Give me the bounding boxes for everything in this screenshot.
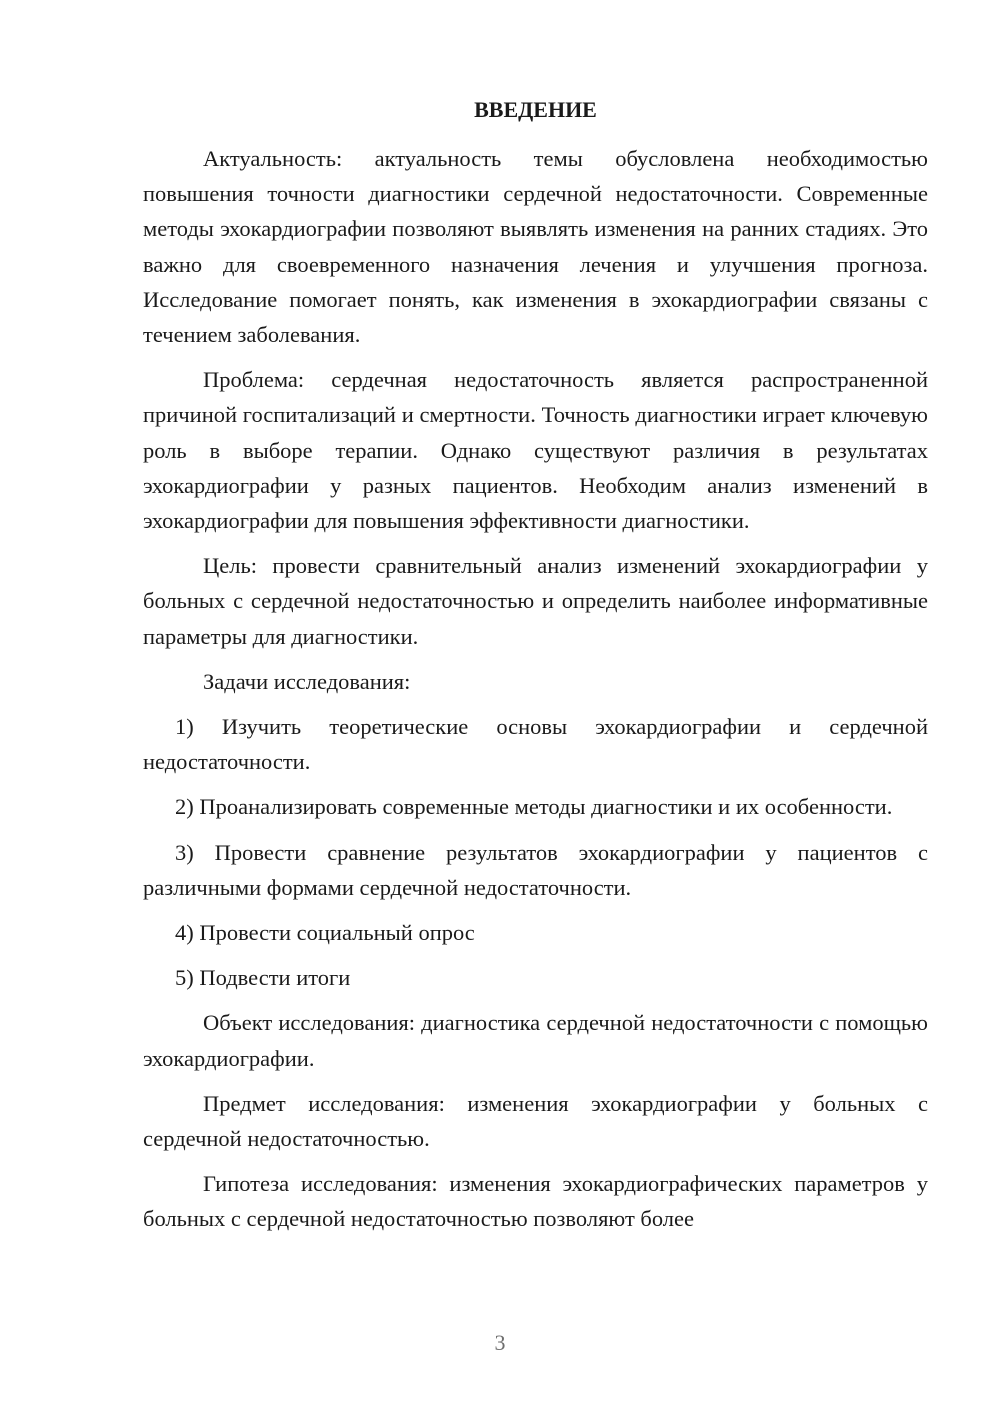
- paragraph-hypothesis: Гипотеза исследования: изменения эхокардиографических параметров у больных с сердечной недостаточностью позволяют более: [143, 1171, 928, 1232]
- paragraph-object: Объект исследования: диагностика сердечной недостаточности с помощью эхокардиографии.: [143, 1010, 928, 1071]
- paragraph-goal: Цель: провести сравнительный анализ изменений эхокардиографии у больных с сердечной недостаточностью и определить наиболее информативные параметры для диагностики.: [143, 553, 928, 649]
- paragraph-problem: Проблема: сердечная недостаточность является распространенной причиной госпитализаций и смертности. Точность диагностики играет ключевую роль в выборе терапии. Однако существуют различия в результатах эхокардиографии у разных пациентов. Необходим анализ изменений в эхокардиографии для повышения эффективности диагностики.: [143, 367, 928, 534]
- task-item: 4) Провести социальный опрос: [175, 920, 475, 946]
- section-title: ВВЕДЕНИЕ: [474, 97, 597, 122]
- task-item: 5) Подвести итоги: [175, 965, 351, 991]
- paragraph-relevance: Актуальность: актуальность темы обусловлена необходимостью повышения точности диагностики сердечной недостаточности. Современные методы эхокардиографии позволяют выявлять изменения на ранних стадиях. Это важно для своевременного назначения лечения и улучшения прогноза. Исследование помогает понять, как изменения в эхокардиографии связаны с течением заболевания.: [143, 146, 928, 348]
- page-content: [143, 92, 928, 1247]
- task-item: 2) Проанализировать современные методы диагностики и их особенности.: [175, 794, 893, 820]
- page-number: 3: [494, 1330, 506, 1355]
- paragraph-subject: Предмет исследования: изменения эхокардиографии у больных с сердечной недостаточностью.: [143, 1090, 928, 1152]
- task-item: 1) Изучить теоретические основы эхокардиографии и сердечной недостаточности.: [143, 714, 928, 775]
- paragraph-tasks-heading: Задачи исследования:: [203, 668, 411, 694]
- task-item: 3) Провести сравнение результатов эхокардиографии у пациентов с различными формами сердечной недостаточности.: [143, 839, 928, 900]
